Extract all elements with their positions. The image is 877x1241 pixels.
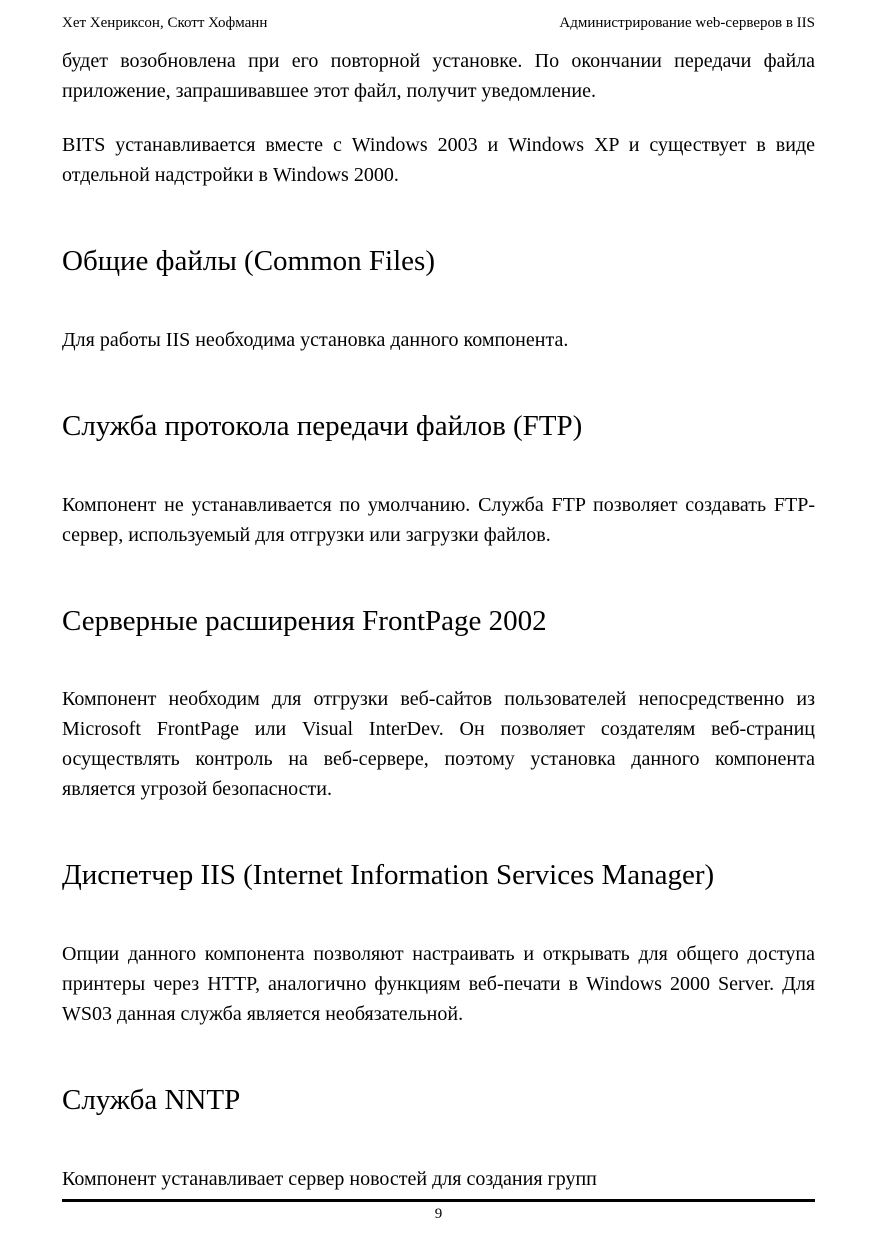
footer-rule xyxy=(62,1199,815,1202)
running-header xyxy=(62,14,815,32)
paragraph: Для работы IIS необходима установка данного компонента. xyxy=(62,328,569,351)
paragraph: Компонент не устанавливается по умолчанию. Служба FTP позволяет создавать FTP-сервер, используемый для отгрузки или загрузки файлов. xyxy=(62,493,815,546)
paragraph: будет возобновлена при его повторной установке. По окончании передачи файла приложение, запрашивавшее этот файл, получит уведомление. xyxy=(62,50,815,102)
header-book-title: Администрирование web-серверов в IIS xyxy=(559,15,815,31)
section-heading-ftp-service: Служба протокола передачи файлов (FTP) xyxy=(62,409,583,442)
paragraph: BITS устанавливается вместе с Windows 2003 и Windows XP и существует в виде отдельной надстройки в Windows 2000. xyxy=(62,134,815,186)
page-number: 9 xyxy=(434,1206,443,1222)
paragraph: Компонент устанавливает сервер новостей для создания групп xyxy=(62,1167,597,1190)
section-heading-iis-manager: Диспетчер IIS (Internet Information Services Manager) xyxy=(62,859,715,892)
section-heading-frontpage-extensions: Серверные расширения FrontPage 2002 xyxy=(62,604,547,637)
header-authors: Хет Хенриксон, Скотт Хофманн xyxy=(62,15,268,31)
page-content xyxy=(62,46,815,1194)
section-heading-nntp-service: Служба NNTP xyxy=(62,1084,241,1117)
paragraph: Опции данного компонента позволяют настраивать и открывать для общего доступа принтеры через HTTP, аналогично функциям веб-печати в Windows 2000 Server. Для WS03 данная служба является необязательной. xyxy=(62,943,815,1026)
paragraph: Компонент необходим для отгрузки веб-сайтов пользователей непосредственно из Microsoft FrontPage или Visual InterDev. Он позволяет создателям веб-страниц осуществлять контроль на веб-сервере, поэтому установка данного компонента является угрозой безопасности. xyxy=(62,688,815,801)
section-heading-common-files: Общие файлы (Common Files) xyxy=(62,245,435,277)
page-footer xyxy=(62,1199,815,1223)
